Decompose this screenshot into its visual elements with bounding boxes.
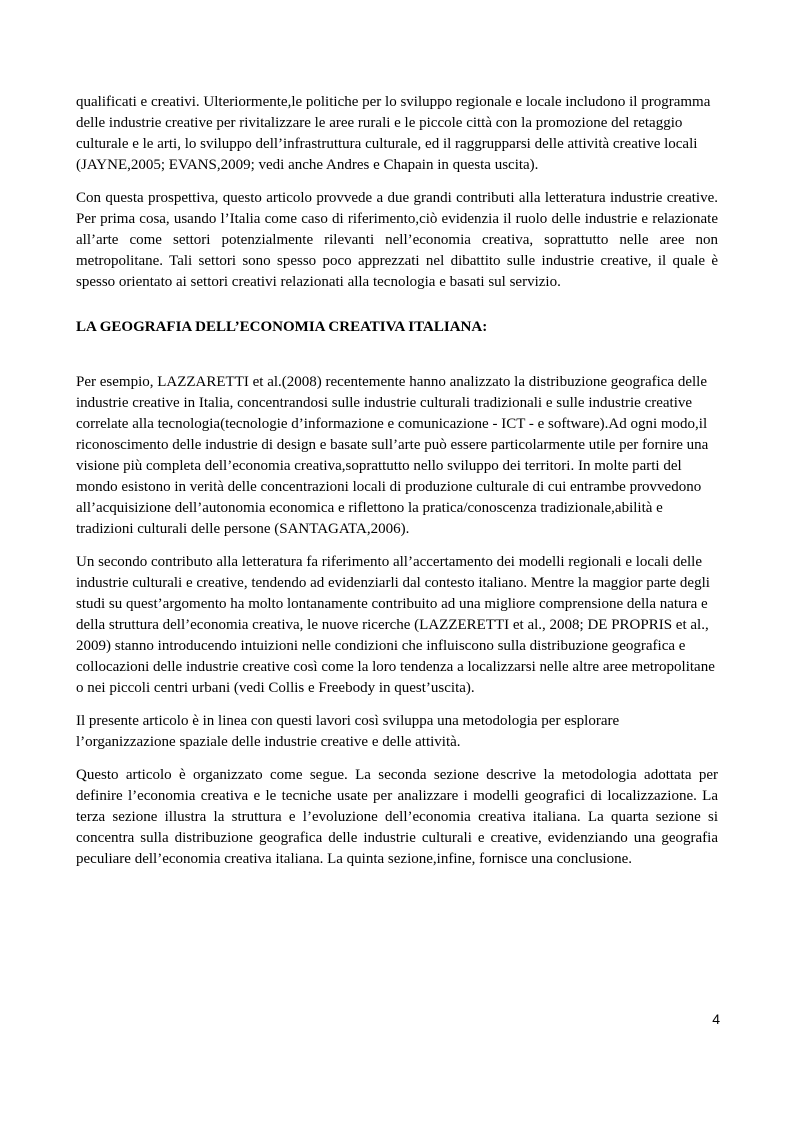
paragraph-intro: qualificati e creativi. Ulteriormente,le politiche per lo sviluppo regionale e locale includono il programma delle industrie creative per rivitalizzare le aree rurali e le piccole città con la promozione del retaggio culturale e le arti, lo sviluppo dell’infrastruttura culturale, ed il raggrupparsi delle attività creative locali (JAYNE,2005; EVANS,2009; vedi anche Andres e Chapain in questa uscita). [76,94,711,173]
section-heading: LA GEOGRAFIA DELL’ECONOMIA CREATIVA ITALIANA: [76,319,488,335]
paragraph-prospettiva: Con questa prospettiva, questo articolo provvede a due grandi contributi alla letteratura industrie creative. Per prima cosa, usando l’Italia come caso di riferimento,ciò evidenzia il ruolo delle industrie e relazionate all’arte come settori potenzialmente rilevanti nell’economia creativa, soprattutto nelle aree non metropolitane. Tali settori sono spesso poco apprezzati nel dibattito sulle industrie creative, il quale è spesso orientato ai settori creativi relazionati alla tecnologia e basati sul servizio. [76,190,718,290]
page-number: 4 [712,1011,720,1027]
paragraph-esempio: Per esempio, LAZZARETTI et al.(2008) recentemente hanno analizzato la distribuzione geografica delle industrie creative in Italia, concentrandosi sulle industrie culturali tradizionali e sulle industrie creative correlate alla tecnologia(tecnologie d’informazione e comunicazione - ICT - e software).Ad ogni modo,il riconoscimento delle industrie di design e basate sull’arte può essere particolarmente utile per fornire una visione più completa dell’economia creativa,soprattutto nello sviluppo dei territori. In molte parti del mondo esistono in verità delle concentrazioni locali di produzione culturale di cui entrambe provvedono all’acquisizione dell’autonomia economica e riflettono la pratica/conoscenza tradizionale,abilità e tradizioni culturali delle persone (SANTAGATA,2006). [76,374,709,537]
document-page [76,92,718,882]
paragraph-presente-articolo: Il presente articolo è in linea con questi lavori così sviluppa una metodologia per esplorare l’organizzazione spaziale delle industrie creative e delle attività. [76,713,620,750]
paragraph-secondo-contributo: Un secondo contributo alla letteratura fa riferimento all’accertamento dei modelli regionali e locali delle industrie culturali e creative, tendendo ad evidenziarli dal contesto italiano. Mentre la maggior parte degli studi su quest’argomento ha molto lontanamente contribuito ad una migliore comprensione della natura e della struttura dell’economia creativa, le nuove ricerche (LAZZERETTI et al., 2008; DE PROPRIS et al., 2009) stanno introducendo intuizioni nelle condizioni che influiscono sulla distribuzione geografica e collocazioni delle industrie creative così come la loro tendenza a localizzarsi nelle altre aree metropolitane o nei piccoli centri urbani (vedi Collis e Freebody in quest’uscita). [76,554,715,696]
paragraph-organizzazione: Questo articolo è organizzato come segue. La seconda sezione descrive la metodologia adottata per definire l’economia creativa e le tecniche usate per analizzare i modelli geografici di localizzazione. La terza sezione illustra la struttura e l’evoluzione dell’economia creativa italiana. La quarta sezione si concentra sulla distribuzione geografica delle industrie culturali e creative, evidenziando una geografia peculiare dell’economia creativa italiana. La quinta sezione,infine, fornisce una conclusione. [76,767,718,867]
